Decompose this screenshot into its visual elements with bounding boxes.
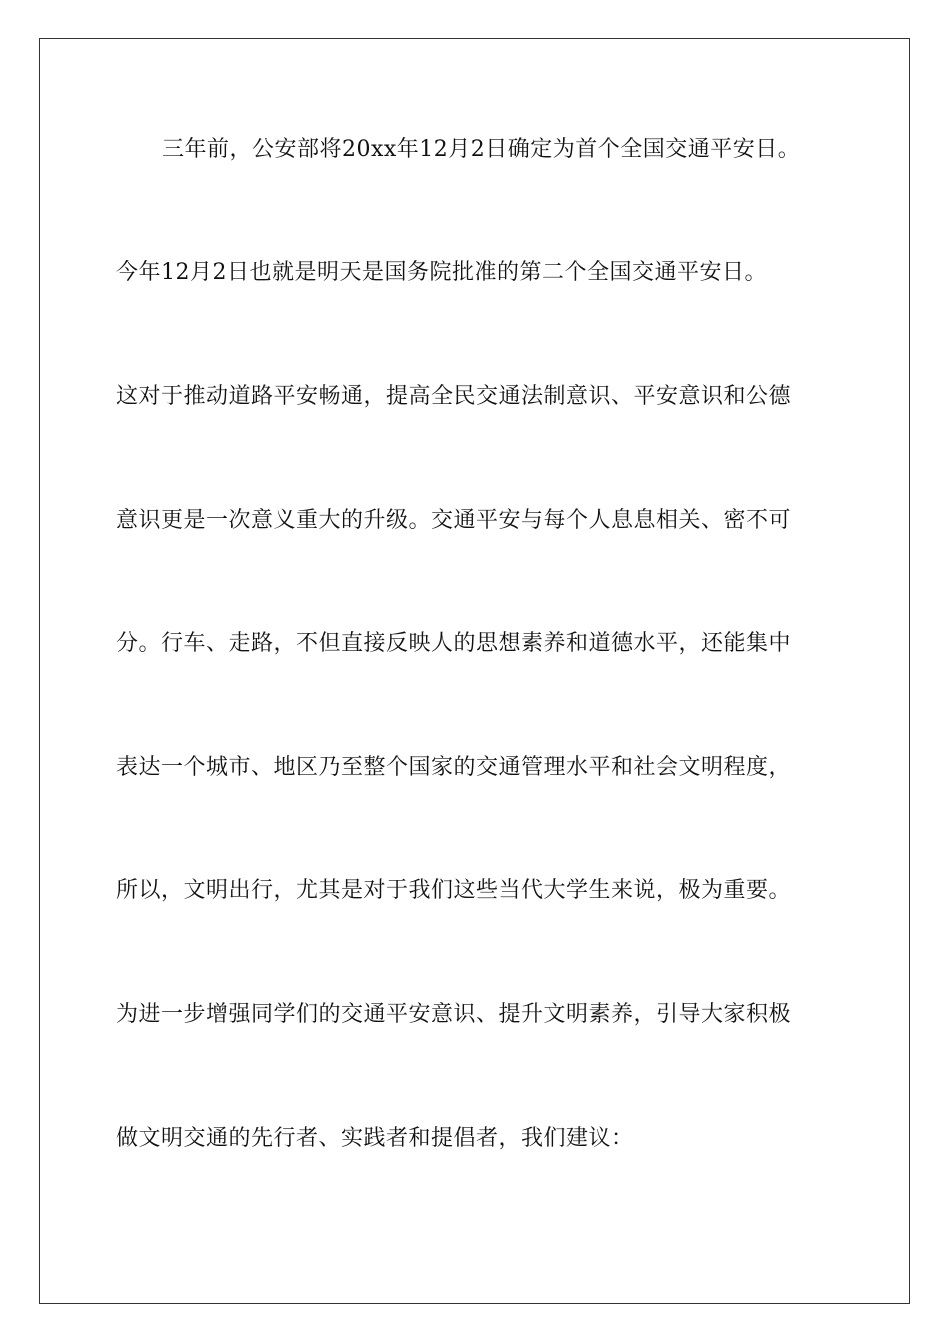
text-line-1: 三年前，公安部将20xx年12月2日确定为首个全国交通平安日。 (162, 137, 801, 162)
text-line-8: 为进一步增强同学们的交通平安意识、提升文明素养，引导大家积极 (116, 1002, 792, 1027)
text-line-5: 分。行车、走路，不但直接反映人的思想素养和道德水平，还能集中 (116, 631, 792, 656)
text-line-4: 意识更是一次意义重大的升级。交通平安与每个人息息相关、密不可 (116, 508, 792, 533)
text-line-6: 表达一个城市、地区乃至整个国家的交通管理水平和社会文明程度， (116, 755, 792, 780)
text-line-3: 这对于推动道路平安畅通，提高全民交通法制意识、平安意识和公德 (116, 384, 792, 409)
text-line-7: 所以，文明出行，尤其是对于我们这些当代大学生来说，极为重要。 (116, 878, 792, 903)
text-line-2: 今年12月2日也就是明天是国务院批准的第二个全国交通平安日。 (116, 260, 767, 285)
page-frame (39, 38, 910, 1304)
text-line-9: 做文明交通的先行者、实践者和提倡者，我们建议： (116, 1126, 634, 1151)
